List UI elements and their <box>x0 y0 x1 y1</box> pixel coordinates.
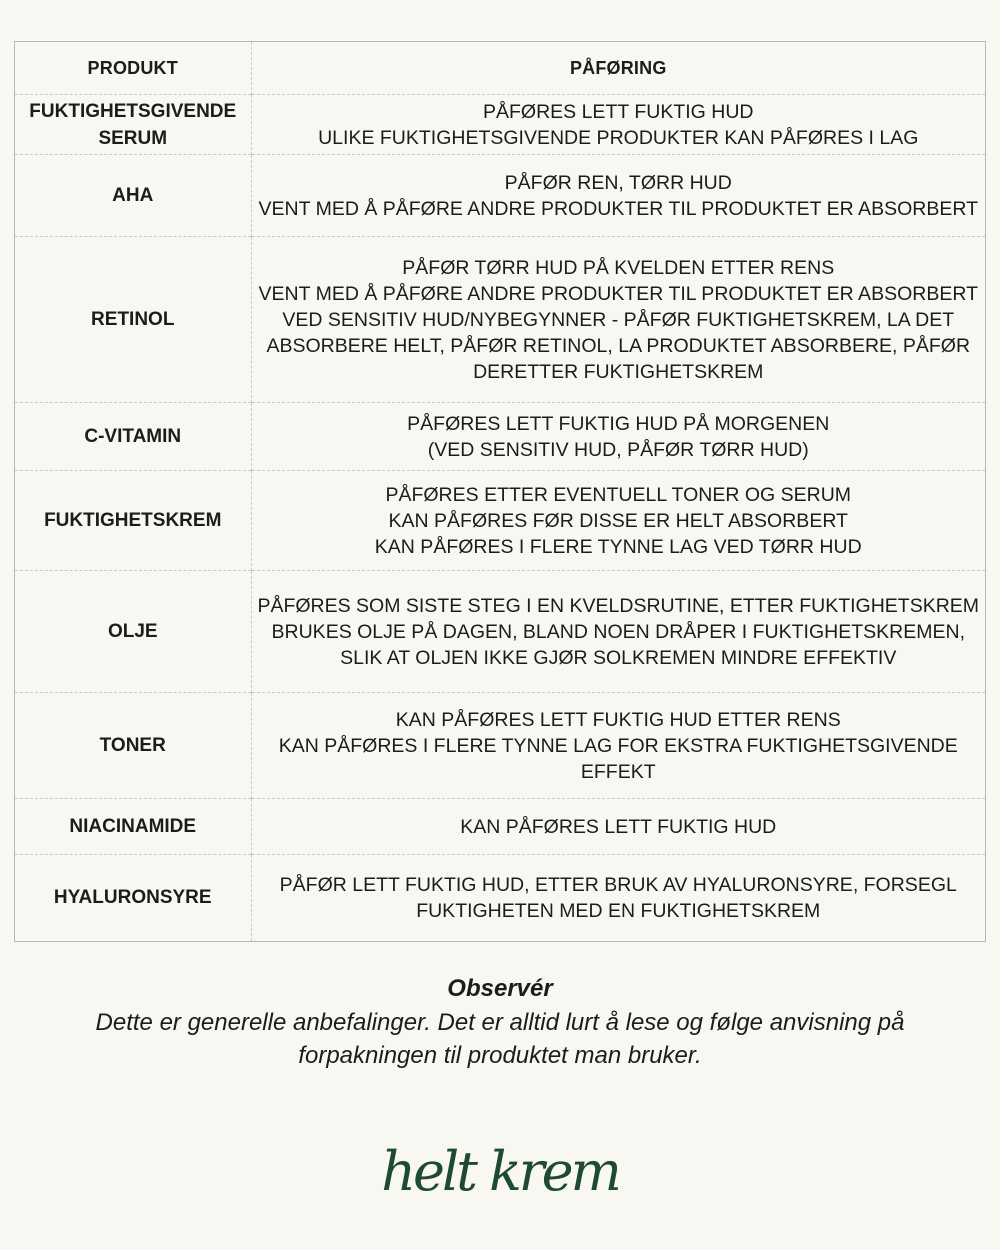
product-name: TONER <box>15 693 251 799</box>
brand-logo-text: helt krem <box>381 1140 619 1203</box>
instruction-line: KAN PÅFØRES FØR DISSE ER HELT ABSORBERT <box>388 509 848 532</box>
product-name: FUKTIGHETSGIVENDE SERUM <box>15 95 251 155</box>
brand-logo <box>0 1138 1000 1213</box>
application-table <box>14 41 986 942</box>
note-title: Observér <box>447 975 553 1002</box>
note-section <box>0 972 1000 1072</box>
instruction-line: KAN PÅFØRES I FLERE TYNNE LAG FOR EKSTRA FUKTIGHETSGIVENDE EFFEKT <box>278 734 958 783</box>
product-name: AHA <box>15 155 251 237</box>
brand-logo-mark <box>370 1138 630 1208</box>
table-row <box>15 571 985 693</box>
instruction-line: PÅFØR LETT FUKTIG HUD, ETTER BRUK AV HYALURONSYRE, FORSEGL FUKTIGHETEN MED EN FUKTIGHETSKREM <box>279 873 957 922</box>
application-instructions <box>251 471 985 571</box>
application-instructions <box>251 693 985 799</box>
table-row <box>15 237 985 403</box>
instruction-line: PÅFØRES ETTER EVENTUELL TONER OG SERUM <box>385 483 852 506</box>
instruction-line: KAN PÅFØRES LETT FUKTIG HUD <box>460 815 777 838</box>
table-row <box>15 693 985 799</box>
application-instructions <box>251 571 985 693</box>
instruction-line: VENT MED Å PÅFØRE ANDRE PRODUKTER TIL PRODUKTET ER ABSORBERT <box>258 282 978 305</box>
application-instructions <box>251 799 985 855</box>
instruction-line: PÅFØR REN, TØRR HUD <box>504 171 732 194</box>
product-name: NIACINAMIDE <box>15 799 251 855</box>
application-instructions <box>251 855 985 941</box>
product-name: C-VITAMIN <box>15 403 251 471</box>
application-instructions <box>251 95 985 155</box>
instruction-line: VED SENSITIV HUD/NYBEGYNNER - PÅFØR FUKTIGHETSKREM, LA DET ABSORBERE HELT, PÅFØR RETINOL, LA PRODUKTET ABSORBERE, PÅFØR DERETTER FUKTIGHETSKREM <box>266 308 971 383</box>
instruction-line: ULIKE FUKTIGHETSGIVENDE PRODUKTER KAN PÅFØRES I LAG <box>318 126 919 149</box>
header-product: PRODUKT <box>87 57 178 78</box>
instruction-line: KAN PÅFØRES LETT FUKTIG HUD ETTER RENS <box>395 708 841 731</box>
application-instructions <box>251 403 985 471</box>
instruction-line: (VED SENSITIV HUD, PÅFØR TØRR HUD) <box>427 438 809 461</box>
table-row <box>15 471 985 571</box>
instruction-line: PÅFØRES SOM SISTE STEG I EN KVELDSRUTINE, ETTER FUKTIGHETSKREM <box>257 594 980 617</box>
instruction-line: BRUKES OLJE PÅ DAGEN, BLAND NOEN DRÅPER I FUKTIGHETSKREMEN, SLIK AT OLJEN IKKE GJØR SOLKREMEN MINDRE EFFEKTIV <box>271 620 965 669</box>
table-row <box>15 855 985 941</box>
product-name: OLJE <box>15 571 251 693</box>
application-instructions <box>251 155 985 237</box>
product-name: FUKTIGHETSKREM <box>15 471 251 571</box>
product-name: RETINOL <box>15 237 251 403</box>
table-row <box>15 403 985 471</box>
application-instructions <box>251 237 985 403</box>
instruction-line: KAN PÅFØRES I FLERE TYNNE LAG VED TØRR HUD <box>374 535 862 558</box>
instruction-line: PÅFØRES LETT FUKTIG HUD <box>482 100 754 123</box>
table-header-row <box>15 42 985 95</box>
note-body: Dette er generelle anbefalinger. Det er alltid lurt å lese og følge anvisning på forpakningen til produktet man bruker. <box>95 1009 905 1069</box>
product-name: HYALURONSYRE <box>15 855 251 941</box>
header-application: PÅFØRING <box>251 42 985 95</box>
table-row <box>15 95 985 155</box>
instruction-line: PÅFØRES LETT FUKTIG HUD PÅ MORGENEN <box>407 412 830 435</box>
table-row <box>15 155 985 237</box>
instruction-line: VENT MED Å PÅFØRE ANDRE PRODUKTER TIL PRODUKTET ER ABSORBERT <box>258 197 978 220</box>
table-row <box>15 799 985 855</box>
instruction-line: PÅFØR TØRR HUD PÅ KVELDEN ETTER RENS <box>402 256 835 279</box>
